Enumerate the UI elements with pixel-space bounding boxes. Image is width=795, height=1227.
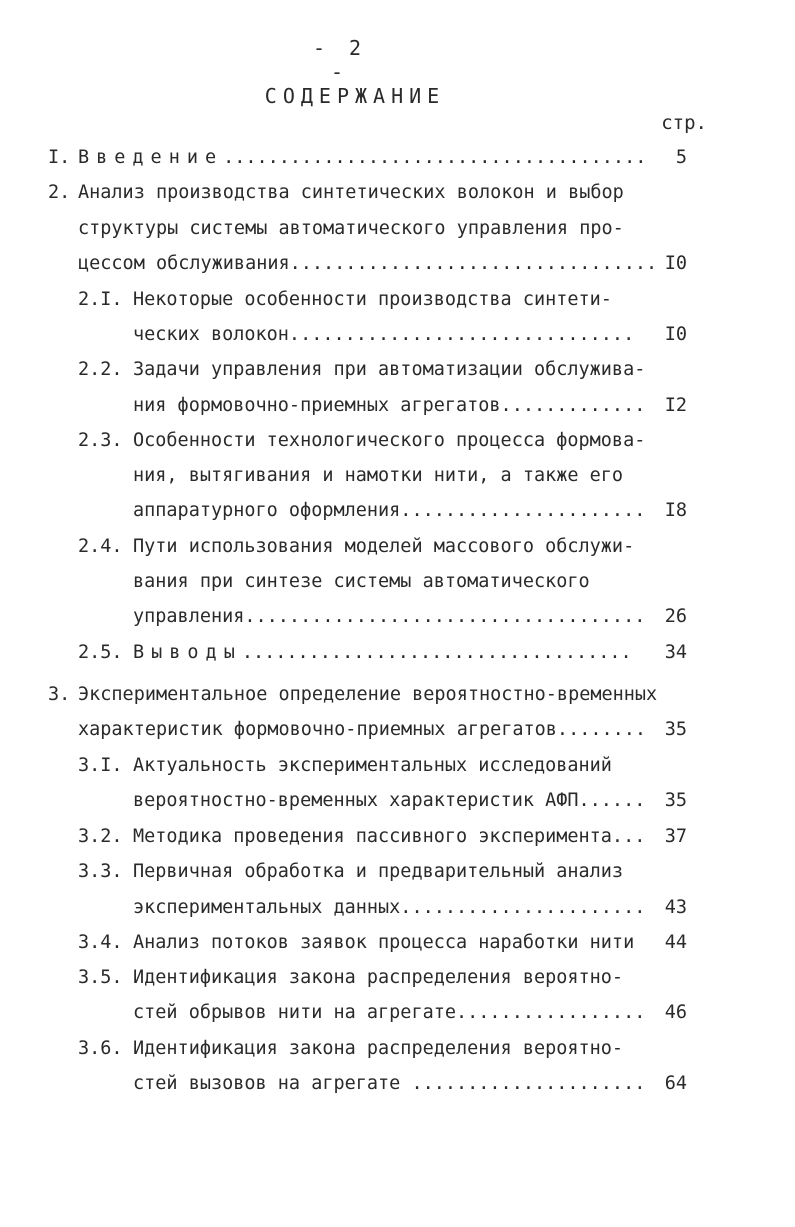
toc-entry-page: 35 <box>664 790 687 811</box>
toc-entry-line: Идентификация закона распределения вероятно- <box>133 1038 624 1059</box>
toc-entry-number: 2.I. <box>78 289 123 310</box>
toc-entry-number: 2. <box>48 182 71 203</box>
toc-entry-line: Первичная обработка и предварительный анализ <box>133 861 624 882</box>
toc-entry-line: Методика проведения пассивного эксперимента... <box>133 826 646 847</box>
toc-entry-page: 5 <box>675 147 687 168</box>
toc-entry-line: Анализ производства синтетических волокон и выбор <box>78 182 624 203</box>
toc-entry-number: 3.I. <box>78 755 123 776</box>
toc-entry-number: 3.5. <box>78 967 123 988</box>
toc-entry-line: Некоторые особенности производства синтети- <box>133 289 612 310</box>
toc-entry-line: структуры системы автоматического управления про- <box>78 218 624 239</box>
toc-entry-number: 3. <box>48 684 71 705</box>
toc-entry-number: 3.3. <box>78 861 123 882</box>
toc-entry-page: 35 <box>664 719 687 740</box>
toc-entry-page: 26 <box>664 606 687 627</box>
toc-entry-line: характеристик формовочно-приемных агрегатов........ <box>78 719 647 740</box>
toc-entry-line: аппаратурного оформления...................... <box>133 500 646 521</box>
toc-entry-line: стей вызовов на агрегате ..................... <box>133 1073 646 1094</box>
toc-entry-leader: ................................... <box>241 642 632 663</box>
toc-entry-line <box>133 641 632 665</box>
toc-entry-spaced-title: Выводы <box>133 642 242 663</box>
toc-entry-page: I2 <box>664 395 687 416</box>
toc-entry-line: Задачи управления при автоматизации обслужива- <box>133 359 646 380</box>
toc-entry-page: 46 <box>664 1002 687 1023</box>
toc-entry-number: I. <box>48 147 71 168</box>
toc-entry-number: 2.4. <box>78 536 123 557</box>
toc-entry-line <box>78 146 646 170</box>
toc-entry-page: I0 <box>664 253 687 274</box>
toc-entry-leader: ...................................... <box>223 147 647 168</box>
toc-entry-number: 3.4. <box>78 932 123 953</box>
toc-entry-page: 44 <box>664 932 687 953</box>
toc-entry-line: управления.................................... <box>133 606 646 627</box>
toc-entry-line: Идентификация закона распределения вероятно- <box>133 967 624 988</box>
toc-entry-page: 37 <box>664 826 687 847</box>
toc-entry-line: Актуальность экспериментальных исследований <box>133 755 612 776</box>
page-number: - 2 - <box>312 36 368 84</box>
toc-entry-line: вероятностно-временных характеристик АФП...... <box>133 790 646 811</box>
toc-title: СОДЕРЖАНИЕ <box>264 84 446 108</box>
toc-entry-number: 3.6. <box>78 1038 123 1059</box>
toc-entry-line: Особенности технологического процесса формова- <box>133 430 646 451</box>
toc-entry-line: ния формовочно-приемных агрегатов............. <box>133 395 646 416</box>
toc-entry-page: 43 <box>664 897 687 918</box>
toc-entry-page: I0 <box>664 324 687 345</box>
toc-entry-line: вания при синтезе системы автоматического <box>133 571 590 592</box>
toc-entry-line: Пути использования моделей массового обслужи- <box>133 536 635 557</box>
toc-entry-number: 3.2. <box>78 826 123 847</box>
toc-entry-number: 2.2. <box>78 359 123 380</box>
toc-entry-line: Экспериментальное определение вероятностно-временных <box>78 684 658 705</box>
toc-entry-line: цессом обслуживания................................. <box>78 253 658 274</box>
toc-entry-spaced-title: Введение <box>78 147 224 168</box>
toc-entry-line: стей обрывов нити на агрегате................. <box>133 1002 646 1023</box>
toc-entry-line: ния, вытягивания и намотки нити, а также его <box>133 465 624 486</box>
page-column-label: стр. <box>661 112 707 134</box>
toc-entry-line: Анализ потоков заявок процесса наработки нити <box>133 932 635 953</box>
toc-entry-number: 2.5. <box>78 642 123 663</box>
toc-entry-page: I8 <box>664 500 687 521</box>
toc-entry-page: 64 <box>664 1073 687 1094</box>
toc-entry-page: 34 <box>664 642 687 663</box>
toc-entry-line: экспериментальных данных...................... <box>133 897 646 918</box>
toc-entry-line: ческих волокон............................... <box>133 324 635 345</box>
toc-entry-number: 2.3. <box>78 430 123 451</box>
